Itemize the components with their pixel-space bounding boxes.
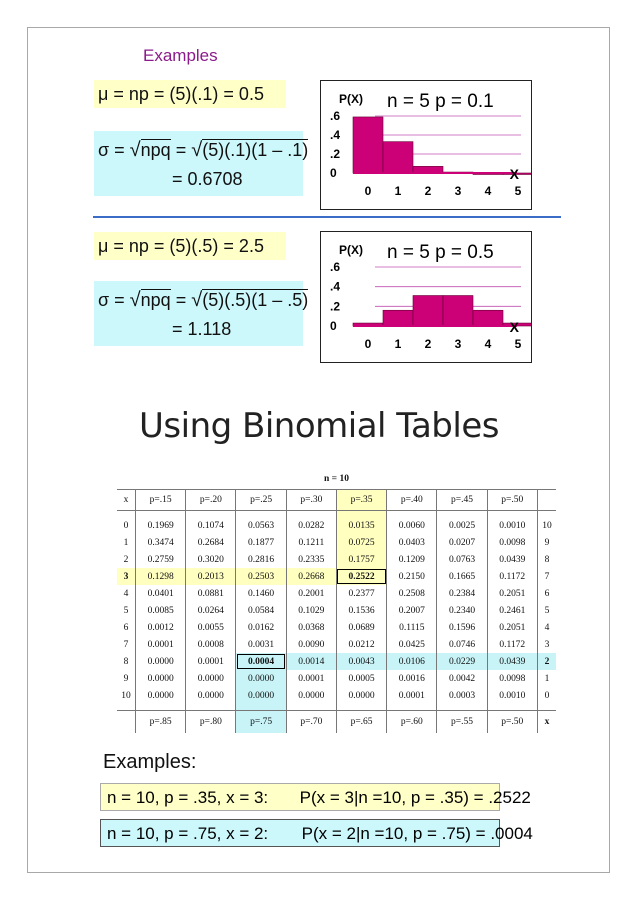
table-cell: 0.0001 xyxy=(136,636,186,653)
table-cell: 0 xyxy=(123,520,129,531)
binomial-chart-2 xyxy=(320,231,532,363)
bar-3 xyxy=(443,296,473,326)
example-box-1 xyxy=(100,783,531,811)
table-cell: 0.2051 xyxy=(487,619,537,636)
table-cell: 0.2150 xyxy=(387,568,437,585)
table-cell: 0.1596 xyxy=(437,619,487,636)
binomial-table xyxy=(117,469,556,733)
x-tick-label: 2 xyxy=(424,184,432,198)
table-cell: 0.0746 xyxy=(437,636,487,653)
table-cell: 0.2335 xyxy=(286,551,336,568)
examples-label: Examples: xyxy=(103,751,197,773)
table-cell: 0.0439 xyxy=(487,551,537,568)
sigma-formula-1: σ = √npq = √(5)(.1)(1 – .1) xyxy=(98,139,309,161)
sigma-result-2: = 1.118 xyxy=(172,319,232,339)
example-result-1: P(x = 3|n =10, p = .35) = .2522 xyxy=(299,788,531,807)
x-tick-label: 3 xyxy=(454,184,462,198)
sigma-sqrt-values: (5)(.1)(1 – .1) xyxy=(202,140,309,160)
binomial-chart-1 xyxy=(320,80,532,210)
mu-formula-2: μ = np = (5)(.5) = 2.5 xyxy=(94,232,286,260)
table-cell: 0.1969 xyxy=(136,517,186,534)
table-footer-cell xyxy=(117,711,136,734)
bar-0 xyxy=(353,117,383,173)
table-cell: 8 xyxy=(537,551,556,568)
table-cell: 0.0005 xyxy=(336,670,386,687)
table-cell: 0.0001 xyxy=(186,653,236,670)
table-cell: 0.1757 xyxy=(336,551,386,568)
table-cell: 0.2377 xyxy=(336,585,386,602)
example-result-2: P(x = 2|n =10, p = .75) = .0004 xyxy=(301,824,533,843)
table-cell: 0.0014 xyxy=(286,653,336,670)
table-cell: 0.2668 xyxy=(286,568,336,585)
table-cell: 0.0403 xyxy=(387,534,437,551)
table-header-row xyxy=(117,490,556,511)
table-cell: 0.2503 xyxy=(236,568,286,585)
table-cell: 0.0763 xyxy=(437,551,487,568)
table-row xyxy=(117,568,556,585)
table-cell: 0.0012 xyxy=(136,619,186,636)
y-tick-label: .4 xyxy=(330,279,341,294)
table-cell: 0.0000 xyxy=(186,687,236,704)
sigma-eq: = xyxy=(175,140,187,160)
table-cell: 4 xyxy=(123,588,129,599)
table-cell: 0.0031 xyxy=(236,636,286,653)
table-cell: 10 xyxy=(121,690,131,701)
y-axis-label: P(X) xyxy=(339,243,363,257)
x-tick-label: 1 xyxy=(394,184,402,198)
chart-1-svg xyxy=(321,81,531,209)
table-cell: 0.1460 xyxy=(236,585,286,602)
table-cell: 0.0098 xyxy=(487,534,537,551)
table-footer-cell: p=.70 xyxy=(286,711,336,734)
table-cell: 0.0282 xyxy=(286,517,336,534)
y-tick-label: .4 xyxy=(330,128,341,142)
x-tick-label: 5 xyxy=(514,184,522,198)
table-cell: 0.0010 xyxy=(487,687,537,704)
table-header-cell: p=.20 xyxy=(186,490,236,511)
table-cell: 2 xyxy=(537,653,556,670)
table-cell: 0.0003 xyxy=(437,687,487,704)
table-cell: 0.1172 xyxy=(487,568,537,585)
table-cell: 0.0042 xyxy=(437,670,487,687)
table-cell: 0.0010 xyxy=(487,517,537,534)
table-cell: 0.0000 xyxy=(286,687,336,704)
chart-2-svg xyxy=(321,232,531,362)
table-footer-cell: p=.50 xyxy=(487,711,537,734)
examples-header: Examples xyxy=(143,46,218,65)
x-tick-label: 4 xyxy=(484,184,492,198)
table-row xyxy=(117,585,556,602)
table-cell: 0.0000 xyxy=(336,687,386,704)
chart-title: n = 5 p = 0.5 xyxy=(387,242,494,263)
table-cell: 0.0000 xyxy=(136,687,186,704)
y-tick-label: 0 xyxy=(330,166,337,180)
y-axis-label: P(X) xyxy=(339,92,363,106)
table-cell: 0.0439 xyxy=(487,653,537,670)
table-cell: 0.1536 xyxy=(336,602,386,619)
table-cell: 0.0000 xyxy=(236,670,286,687)
sigma-sqrt-npq: npq xyxy=(140,140,171,160)
table-cell: 0.2007 xyxy=(387,602,437,619)
x-tick-label: 3 xyxy=(454,337,462,351)
table-cell: 0.3474 xyxy=(136,534,186,551)
bar-1 xyxy=(383,310,413,326)
y-tick-label: .2 xyxy=(330,147,341,161)
mu-formula-1: μ = np = (5)(.1) = 0.5 xyxy=(94,80,286,108)
table-title-row xyxy=(117,469,556,490)
table-footer-cell: x xyxy=(537,711,556,734)
table-cell: 1 xyxy=(537,670,556,687)
table-header-cell: p=.15 xyxy=(136,490,186,511)
section-title: Using Binomial Tables xyxy=(139,406,499,446)
x-tick-label: 2 xyxy=(424,337,432,351)
table-cell: 10 xyxy=(537,517,556,534)
table-row xyxy=(117,636,556,653)
sigma-formula-2: σ = √npq = √(5)(.5)(1 – .5) xyxy=(98,289,309,311)
table-header-cell: x xyxy=(117,490,136,511)
table-cell: 0.1115 xyxy=(387,619,437,636)
table-cell: 6 xyxy=(123,622,129,633)
table-cell: 8 xyxy=(123,656,129,667)
y-tick-label: .2 xyxy=(330,299,341,314)
table-cell: 0.2759 xyxy=(136,551,186,568)
sigma-result-1: = 0.6708 xyxy=(172,169,243,189)
table-cell: 0.0000 xyxy=(186,670,236,687)
table-footer-cell: p=.75 xyxy=(236,711,286,734)
table-cell: 0.2461 xyxy=(487,602,537,619)
table-cell: 0.0207 xyxy=(437,534,487,551)
table-cell: 1 xyxy=(123,537,129,548)
chart-title: n = 5 p = 0.1 xyxy=(387,91,494,112)
table-cell: 0.0090 xyxy=(286,636,336,653)
table-cell: 7 xyxy=(123,639,129,650)
table-cell: 0.0004 xyxy=(236,653,286,670)
table-cell: 0.0016 xyxy=(387,670,437,687)
table-cell: 0.2522 xyxy=(336,568,386,585)
table-cell: 0.1074 xyxy=(186,517,236,534)
table-cell: 9 xyxy=(537,534,556,551)
table-cell: 3 xyxy=(117,568,136,585)
sigma-lhs: σ = xyxy=(98,140,125,160)
table-cell: 0.0000 xyxy=(136,670,186,687)
example-given-1: n = 10, p = .35, x = 3: xyxy=(107,788,269,807)
table-cell: 0.1298 xyxy=(136,568,186,585)
sigma-box-2 xyxy=(94,281,309,346)
table-cell: 0.0001 xyxy=(387,687,437,704)
table-cell: 0.2384 xyxy=(437,585,487,602)
table-footer-row xyxy=(117,711,556,734)
table-cell: 0.1665 xyxy=(437,568,487,585)
example-given-2: n = 10, p = .75, x = 2: xyxy=(107,824,269,843)
sigma-lhs: σ = xyxy=(98,290,125,310)
table-cell: 0.1029 xyxy=(286,602,336,619)
bar-2 xyxy=(413,296,443,326)
table-cell: 9 xyxy=(123,673,129,684)
table-row xyxy=(117,670,556,687)
table-cell: 0.2684 xyxy=(186,534,236,551)
table-header-cell: p=.45 xyxy=(437,490,487,511)
table-cell: 0.0000 xyxy=(136,653,186,670)
table-header-cell: p=.30 xyxy=(286,490,336,511)
table-cell: 0.0001 xyxy=(286,670,336,687)
table-cell: 0.0264 xyxy=(186,602,236,619)
table-cell: 0.0401 xyxy=(136,585,186,602)
sigma-box-1 xyxy=(94,131,309,196)
table-row xyxy=(117,653,556,670)
table-cell: 0.0725 xyxy=(336,534,386,551)
section-divider xyxy=(93,216,561,218)
table-cell: 0.0025 xyxy=(437,517,487,534)
table-cell: 0.2508 xyxy=(387,585,437,602)
table-cell: 0.2013 xyxy=(186,568,236,585)
bar-1 xyxy=(383,142,413,173)
x-tick-label: 5 xyxy=(514,337,522,351)
x-tick-label: 1 xyxy=(394,337,402,351)
table-cell: 6 xyxy=(537,585,556,602)
y-tick-label: .6 xyxy=(330,260,341,274)
sigma-sqrt-npq: npq xyxy=(140,290,171,310)
table-cell: 0.2816 xyxy=(236,551,286,568)
table-cell: 0.1211 xyxy=(286,534,336,551)
table-cell: 0.0425 xyxy=(387,636,437,653)
table-cell: 0.0043 xyxy=(336,653,386,670)
table-cell: 2 xyxy=(123,554,129,565)
table-header-cell: p=.35 xyxy=(336,490,386,511)
table-cell: 5 xyxy=(123,605,129,616)
table-cell: 3 xyxy=(537,636,556,653)
table-cell: 0.0106 xyxy=(387,653,437,670)
table-cell: 0.0135 xyxy=(336,517,386,534)
table-cell: 5 xyxy=(537,602,556,619)
table-header-cell: p=.25 xyxy=(236,490,286,511)
table-cell: 0.0008 xyxy=(186,636,236,653)
table-cell: 0.2340 xyxy=(437,602,487,619)
x-axis-label: X xyxy=(509,166,519,182)
y-tick-label: .6 xyxy=(330,109,341,123)
table-cell: 0.0000 xyxy=(236,687,286,704)
table-footer-cell: p=.65 xyxy=(336,711,386,734)
bar-4 xyxy=(473,310,503,326)
table-cell: 0.0229 xyxy=(437,653,487,670)
table-cell: 0.1172 xyxy=(487,636,537,653)
table-cell: 0.0098 xyxy=(487,670,537,687)
table-footer-cell: p=.80 xyxy=(186,711,236,734)
table-title: n = 10 xyxy=(117,469,556,490)
table-row xyxy=(117,534,556,551)
table-cell: 7 xyxy=(537,568,556,585)
table-cell: 4 xyxy=(537,619,556,636)
sigma-sqrt-values: (5)(.5)(1 – .5) xyxy=(202,290,309,310)
table-row xyxy=(117,551,556,568)
table-header-cell: p=.40 xyxy=(387,490,437,511)
table-cell: 0.0584 xyxy=(236,602,286,619)
table-row xyxy=(117,602,556,619)
table-footer-cell: p=.60 xyxy=(387,711,437,734)
table-cell: 0.0055 xyxy=(186,619,236,636)
table-cell: 0.0212 xyxy=(336,636,386,653)
example-box-2 xyxy=(100,819,533,847)
table-cell: 0.2001 xyxy=(286,585,336,602)
table-cell: 0.0689 xyxy=(336,619,386,636)
table-footer-cell: p=.85 xyxy=(136,711,186,734)
table-cell: 0.2051 xyxy=(487,585,537,602)
table-cell: 0.0368 xyxy=(286,619,336,636)
x-tick-label: 0 xyxy=(364,184,372,198)
x-axis-label: X xyxy=(509,319,519,335)
table-cell: 0.1877 xyxy=(236,534,286,551)
table-row xyxy=(117,687,556,704)
table-cell: 0.1209 xyxy=(387,551,437,568)
sigma-eq: = xyxy=(175,290,187,310)
table-header-cell xyxy=(537,490,556,511)
table-cell: 0.0085 xyxy=(136,602,186,619)
table-cell: 0 xyxy=(537,687,556,704)
table-cell: 0.0060 xyxy=(387,517,437,534)
table-cell: 0.0162 xyxy=(236,619,286,636)
table-cell: 0.0563 xyxy=(236,517,286,534)
y-tick-label: 0 xyxy=(330,319,337,333)
x-tick-label: 4 xyxy=(484,337,492,351)
table-header-cell: p=.50 xyxy=(487,490,537,511)
table-cell: 0.3020 xyxy=(186,551,236,568)
table-cell: 0.0881 xyxy=(186,585,236,602)
x-tick-label: 0 xyxy=(364,337,372,351)
table-footer-cell: p=.55 xyxy=(437,711,487,734)
table-row xyxy=(117,517,556,534)
table-row xyxy=(117,619,556,636)
